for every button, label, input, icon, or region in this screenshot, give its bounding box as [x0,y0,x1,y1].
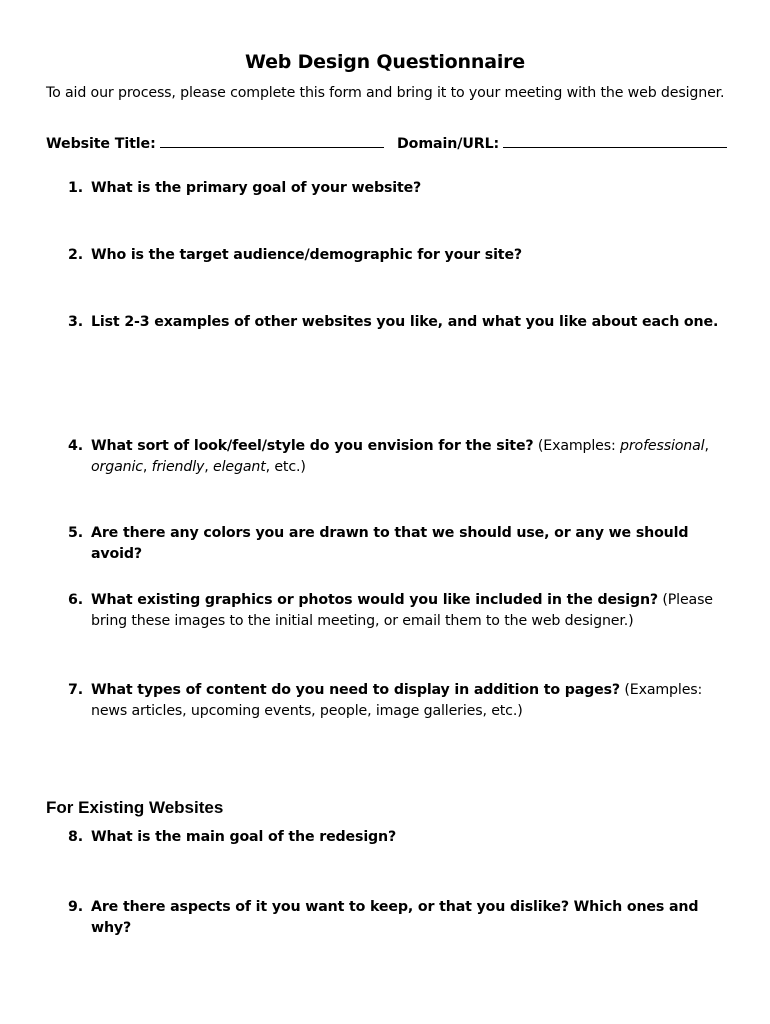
question-text: Are there any colors you are drawn to that we should use, or any we should avoid? [91,525,689,562]
question-text: What is the main goal of the redesign? [91,829,397,845]
section-heading: For Existing Websites [46,798,224,817]
example-organic: organic [91,459,143,475]
question-text: Who is the target audience/demographic for your site? [91,247,522,263]
website-title-field [46,133,384,152]
question-5 [68,523,728,565]
page-title: Web Design Questionnaire [245,51,525,73]
question-number: 5. [68,525,83,541]
question-note: (Examples: news articles, upcoming events, people, image galleries, etc.) [91,682,703,719]
domain-url-blank[interactable] [503,133,727,148]
intro-text: To aid our process, please complete this form and bring it to your meeting with the web designer. [46,85,725,101]
question-number: 4. [68,438,83,454]
example-friendly: friendly [151,459,205,475]
question-note: (Please bring these images to the initial meeting, or email them to the web designer.) [91,592,713,629]
question-text: What existing graphics or photos would you like included in the design? [91,592,658,608]
question-number: 6. [68,592,83,608]
example-professional: professional [620,438,705,454]
question-number: 7. [68,682,83,698]
question-4 [68,436,728,478]
question-text: What is the primary goal of your website? [91,180,422,196]
question-number: 3. [68,314,83,330]
question-number: 1. [68,180,83,196]
question-text: What sort of look/feel/style do you envision for the site? [91,438,534,454]
question-text: List 2-3 examples of other websites you like, and what you like about each one. [91,314,719,330]
website-title-blank[interactable] [160,133,384,148]
question-3 [68,312,728,333]
question-number: 8. [68,829,83,845]
question-number: 9. [68,899,83,915]
question-2 [68,245,728,266]
question-9 [68,897,728,939]
question-number: 2. [68,247,83,263]
question-text: Are there aspects of it you want to keep, or that you dislike? Which ones and why? [91,899,699,936]
domain-url-field [397,133,727,152]
domain-url-label: Domain/URL: [397,136,500,152]
question-note: (Examples: professional, organic, friendly, elegant, etc.) [91,438,709,475]
website-title-label: Website Title: [46,136,156,152]
question-text: What types of content do you need to display in addition to pages? [91,682,621,698]
question-8 [68,827,728,848]
question-7 [68,680,728,722]
question-1 [68,178,728,199]
example-elegant: elegant [213,459,266,475]
question-6 [68,590,728,632]
